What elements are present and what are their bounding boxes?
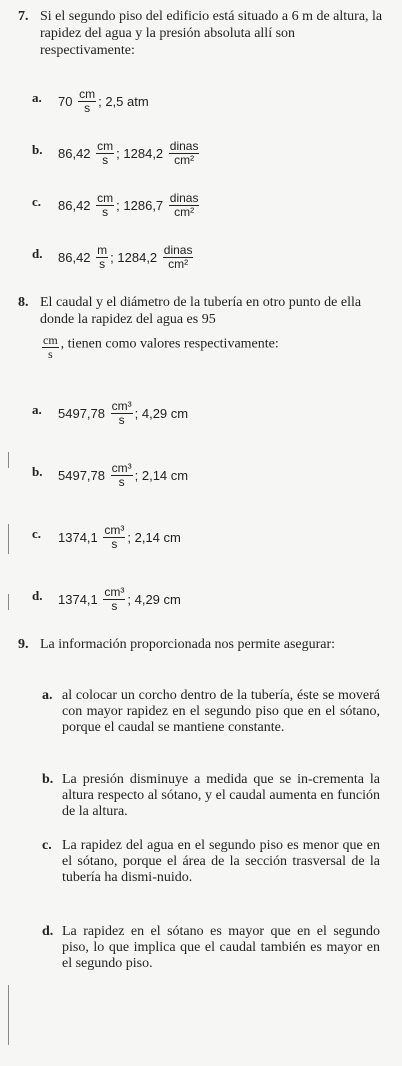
q9-option-c[interactable]	[42, 838, 380, 886]
unit-fraction	[103, 524, 125, 551]
fraction-denominator: cm²	[168, 257, 189, 271]
question-text: La información proporcionada nos permite asegurar:	[40, 637, 336, 652]
fraction-numerator: dinas	[163, 243, 193, 257]
option-value: 86,42	[58, 250, 91, 265]
question-7	[18, 8, 390, 59]
q7-option-d[interactable]	[32, 243, 195, 271]
unit-fraction	[96, 244, 108, 271]
option-text: La rapidez del agua en el segundo piso es menor que en el sótano, porque el área de la sección trasversal de la tubería ha dismi-nuido.	[62, 838, 380, 885]
fraction-denominator: s	[84, 101, 91, 115]
question-number: 8.	[18, 295, 29, 310]
fraction-denominator: s	[102, 205, 109, 219]
fraction-denominator: s	[48, 347, 53, 361]
fraction-denominator: cm²	[174, 153, 195, 167]
q9-option-d[interactable]	[42, 924, 380, 972]
question-9	[18, 636, 390, 653]
option-value-rest: ; 2,5 atm	[98, 94, 149, 109]
option-value-rest: ; 1284,2	[116, 146, 164, 161]
option-text: al colocar un corcho dentro de la tubería, éste se moverá con mayor rapidez en el segundo piso que en el sótano, porque el caudal se mantiene constante.	[62, 688, 380, 735]
fraction-denominator: s	[102, 153, 109, 167]
option-label: b.	[42, 772, 54, 787]
option-value: 1374,1	[58, 530, 98, 545]
q9-option-a[interactable]	[42, 688, 380, 736]
option-label: d.	[32, 588, 43, 603]
question-text-start: El caudal y el diámetro de la tubería en otro punto de ella donde la rapidez del agua es 95	[40, 295, 362, 327]
fraction-numerator: m	[97, 243, 108, 257]
fraction-denominator: s	[118, 413, 125, 427]
unit-fraction	[78, 88, 96, 115]
option-value-rest: ; 4,29 cm	[127, 592, 181, 607]
fraction-denominator: s	[111, 537, 118, 551]
fraction-denominator: s	[118, 475, 125, 489]
unit-fraction-2	[169, 140, 200, 167]
option-label: b.	[32, 464, 43, 479]
option-value: 1374,1	[58, 592, 98, 607]
fraction-numerator: cm³	[111, 461, 132, 475]
unit-fraction-2	[169, 192, 200, 219]
question-text: Si el segundo piso del edificio está situado a 6 m de altura, la rapidez del agua y la presión absoluta allí son respectivamente:	[40, 9, 383, 58]
option-value: 86,42	[58, 198, 91, 213]
option-label: d.	[32, 246, 43, 261]
option-label: c.	[32, 194, 42, 209]
option-text: La rapidez en el sótano es mayor que en el segundo piso, lo que implica que el caudal también es mayor en el segundo piso.	[62, 924, 380, 971]
fraction-denominator: s	[111, 599, 118, 613]
question-8	[18, 294, 390, 361]
question-text-end: , tienen como valores respectivamente:	[60, 336, 279, 352]
option-value: 5497,78	[58, 406, 105, 421]
option-value-rest: ; 1286,7	[116, 198, 164, 213]
option-label: d.	[42, 924, 54, 939]
q9-option-b[interactable]	[42, 772, 380, 820]
option-value: 5497,78	[58, 468, 105, 483]
fraction-numerator: dinas	[169, 191, 199, 205]
fraction-numerator: cm	[97, 139, 114, 153]
q8-option-b[interactable]	[32, 461, 189, 489]
q8-option-a[interactable]	[32, 399, 189, 427]
unit-fraction	[111, 400, 133, 427]
fraction-numerator: cm³	[104, 523, 125, 537]
option-value-rest: ; 1284,2	[110, 250, 158, 265]
unit-fraction-2	[163, 244, 194, 271]
q8-option-d[interactable]	[32, 585, 181, 613]
fraction-numerator: cm	[79, 87, 96, 101]
option-text: La presión disminuye a medida que se in-crementa la altura respecto al sótano, y el caudal aumenta en función de la altura.	[62, 772, 380, 819]
option-value-rest: ; 2,14 cm	[127, 530, 181, 545]
fraction-numerator: cm	[97, 191, 114, 205]
fraction-denominator: s	[99, 257, 106, 271]
fraction-denominator: cm²	[174, 205, 195, 219]
page-edge-mark	[8, 594, 9, 610]
q8-option-c[interactable]	[32, 523, 181, 551]
option-label: a.	[32, 90, 42, 105]
fraction-numerator: cm³	[111, 399, 132, 413]
unit-fraction	[96, 140, 114, 167]
page-edge-mark	[8, 985, 9, 1045]
option-label: a.	[32, 402, 42, 417]
option-value: 86,42	[58, 146, 91, 161]
option-label: c.	[32, 526, 42, 541]
fraction-numerator: cm³	[104, 585, 125, 599]
option-label: c.	[42, 838, 52, 853]
option-value-rest: ; 2,14 cm	[134, 468, 189, 483]
unit-fraction	[103, 586, 125, 613]
question-number: 7.	[18, 9, 29, 24]
option-label: b.	[32, 142, 43, 157]
question-text	[40, 294, 390, 361]
fraction-numerator: dinas	[169, 139, 199, 153]
unit-fraction	[42, 334, 59, 361]
option-label: a.	[42, 688, 53, 703]
question-number: 9.	[18, 637, 29, 652]
q7-option-c[interactable]	[32, 191, 201, 219]
page-edge-mark	[8, 452, 9, 468]
unit-fraction	[96, 192, 114, 219]
page-edge-mark	[8, 524, 9, 554]
unit-fraction	[111, 462, 133, 489]
q7-option-a[interactable]	[32, 87, 149, 115]
option-value: 70	[58, 94, 73, 109]
fraction-numerator: cm	[43, 333, 58, 347]
q7-option-b[interactable]	[32, 139, 201, 167]
option-value-rest: ; 4,29 cm	[134, 406, 189, 421]
